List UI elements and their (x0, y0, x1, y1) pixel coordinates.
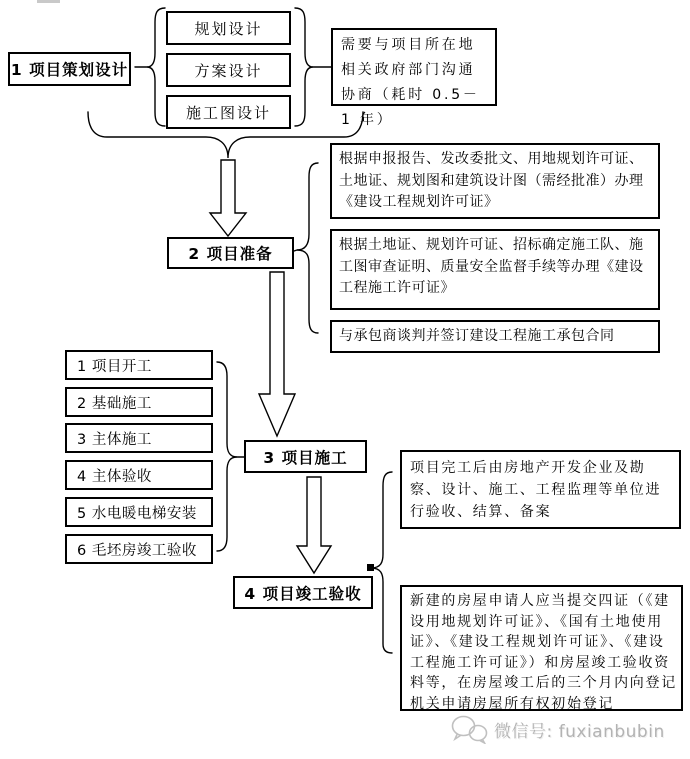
stage2-box (167, 237, 294, 269)
brace-stage2-notes (297, 163, 318, 333)
step-shell-acceptance (65, 534, 213, 564)
step-label: 6 毛坯房竣工验收 (77, 542, 197, 559)
stage3-box (244, 440, 367, 473)
watermark (450, 714, 665, 744)
stage3-label: 3 项目施工 (263, 448, 348, 467)
stage1-note-box: 需要与项目所在地相关政府部门沟通协商（耗时 0.5－1 年） (331, 28, 497, 106)
step-foundation (65, 387, 213, 417)
stage4-note-acceptance: 项目完工后由房地产开发企业及勘察、设计、施工、工程监理等单位进行验收、结算、备案 (400, 450, 681, 529)
stage1-box (8, 52, 131, 86)
stage1-label: 1 项目策划设计 (10, 61, 129, 79)
design-item-label: 规划设计 (194, 19, 263, 38)
line-stage2-brace (294, 250, 297, 251)
design-item-construction-drawing (166, 95, 291, 129)
brace-steps-stage3 (217, 362, 237, 551)
design-item-planning (166, 11, 291, 45)
stage4-note-registration: 新建的房屋申请人应当提交四证（《建设用地规划许可证》、《国有土地使用证》、《建设工程规划许可证》、《建设工程施工许可证》）和房屋竣工验收资料等，在房屋竣工后的三个月内向登记机关申请房屋所有权初始登记 (400, 585, 683, 711)
step-label: 5 水电暖电梯安装 (77, 505, 197, 522)
brace-design-right (295, 8, 313, 126)
step-label: 3 主体施工 (77, 431, 152, 448)
stage4-label: 4 项目竣工验收 (244, 584, 362, 603)
brace-stage4-notes (371, 472, 392, 653)
step-label: 2 基础施工 (77, 395, 152, 412)
junction-dot (367, 564, 374, 571)
stage2-note-contract: 与承包商谈判并签订建设工程施工承包合同 (330, 320, 660, 353)
design-item-label: 方案设计 (194, 61, 263, 80)
top-edge-artifact (37, 0, 60, 3)
step-main-structure (65, 423, 213, 453)
arrow-stage1-to-stage2 (210, 160, 246, 236)
arrow-stage3-to-stage4 (297, 477, 331, 573)
step-project-start (65, 350, 213, 380)
watermark-text: 微信号: fuxianbubin (494, 721, 665, 742)
step-main-acceptance (65, 460, 213, 490)
step-mep-elevator (65, 497, 213, 527)
brace-design-left (147, 8, 165, 126)
stage2-note-construction-permit: 根据土地证、规划许可证、招标确定施工队、施工图审查证明、质量安全监督手续等办理《建设工程施工许可证》 (330, 229, 660, 310)
design-item-scheme (166, 53, 291, 87)
arrow-stage2-to-stage3 (259, 272, 295, 436)
stage4-box (233, 576, 373, 609)
step-label: 1 项目开工 (77, 358, 152, 375)
stage2-note-planning-permit: 根据申报报告、发改委批文、用地规划许可证、土地证、规划图和建筑设计图（需经批准）办理《建设工程规划许可证》 (330, 143, 660, 219)
design-item-label: 施工图设计 (185, 103, 271, 122)
stage2-label: 2 项目准备 (188, 245, 273, 263)
step-label: 4 主体验收 (77, 468, 152, 485)
wechat-icon (450, 714, 488, 744)
